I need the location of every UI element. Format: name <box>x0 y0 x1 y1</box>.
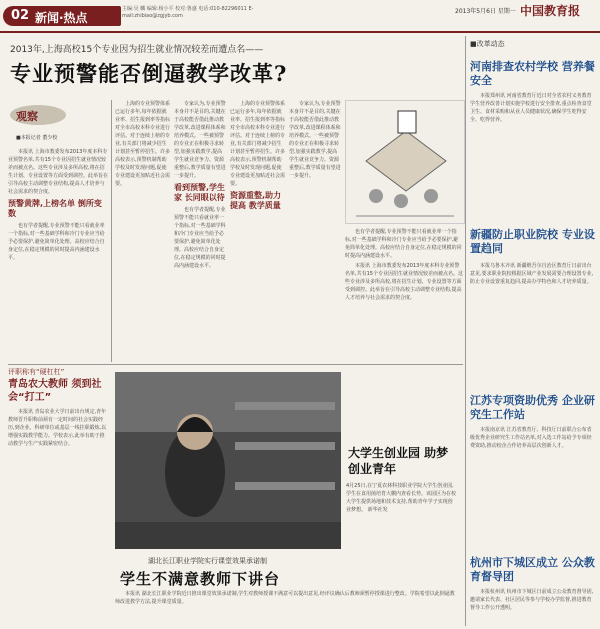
lead-kicker: 2013年,上海高校15个专业因为招生就业情况较差而遭点名—— <box>10 45 264 55</box>
observe-label: 观察 <box>16 110 38 123</box>
lead-col4-text: 上海的专业预警体系已运行多年,每年依据就业率、招生报到率等指标对全市高校本科专业进行评估。对于连续上榜的专业,有关部门将减少招生计划甚至暂停招生。许多高校表示,预警机制帮助学校及时发现问题,促使专业建设更加贴近社会需要。 <box>230 101 285 187</box>
rc-item-1-body <box>470 92 595 220</box>
section-tag <box>3 6 121 26</box>
left-story-body <box>8 408 108 624</box>
bottom-story-body <box>115 590 455 626</box>
left-story-text: 本报讯 青岛农业大学日前出台规定,青年教师晋升职称前须有一定时间的社会实践经历,到企业、科研单位或基层一线挂职锻炼,以增强实践教学能力。学校表示,此举有助于推动教学与生产实践紧密结合。 <box>8 409 107 447</box>
lead-col3-text-b: 也有学者提醒,专业预警不能只看就业率一个指标,对一些基础学科和冷门专业应当给予必要保护,避免简单化处理。高校应结合自身定位,在稳定规模的同时提高内涵建设水平。 <box>174 207 226 269</box>
masthead-rule <box>0 31 600 33</box>
lead-headline: 专业预警能否倒逼教学改革? <box>10 61 288 86</box>
section-number: 02 <box>11 8 30 23</box>
bottom-story-text: 本报讯 湖北长江职业学院近日推出课堂效果承诺制,学生对教师授课不满意可以提出意见,经评议确认后教师须暂停授课进行整改。学院希望以此倒逼教师改进教学方法,提升课堂质量。 <box>115 591 455 605</box>
rc-item-4-text: 本报杭州讯 杭州市下城区日前成立公众教育督导团,邀请家长代表、社区居民等参与学校办学监督,推进教育督导工作公开透明。 <box>470 589 594 611</box>
rc-item-3-body <box>470 426 595 546</box>
lead-subhead-2: 看到预警,学生家 长同眼以待 <box>174 183 226 202</box>
left-headline: 青岛农大教师 须到社会“打工” <box>8 379 102 403</box>
rc-item-3-title: 江苏专项资助优秀 企业研究生工作站 <box>470 394 595 421</box>
issue-date: 2013年5月6日 星期一 <box>455 8 516 15</box>
left-kicker: 评职称有“硬杠杠” <box>8 368 65 376</box>
newspaper-logo: 中国教育报 <box>520 4 581 18</box>
lead-column-1 <box>8 148 108 363</box>
lead-column-4 <box>230 100 285 362</box>
observe-box <box>8 100 108 144</box>
bottom-kicker: 湖北长江职业学院实行课堂效果承诺制 <box>148 557 267 565</box>
lead-column-6 <box>345 228 463 362</box>
rc-item-2-title: 新疆防止职业院校 专业设置趋同 <box>470 228 595 255</box>
lead-subhead-1: 预警黄牌,上榜名单 倒所变数 <box>8 199 102 218</box>
photo-image <box>115 372 341 549</box>
lead-byline: ■本报记者 董少校 <box>16 135 58 141</box>
lead-subhead-3: 资源重整,助力提高 教学质量 <box>230 191 282 210</box>
rc-item-1-text: 本报郑州讯 河南省教育厅近日对全省农村义务教育学生营养改善计划实施学校进行安全排查,重点检查食堂卫生、食材采购和从业人员健康状况,确保学生吃得安全、吃得营养。 <box>470 93 592 123</box>
photo-caption-text: 4月25日,在宁夏农林科技职业学院大学生创业园,学生在食用菌培育大棚内查看长势。该园区为在校大学生提供场地和技术支持,帮助青年学子实现创业梦想。 <box>346 483 457 513</box>
rc-item-2-body <box>470 262 595 372</box>
feature-photo <box>115 372 341 549</box>
section-divider <box>8 364 463 365</box>
rc-item-4-body <box>470 588 595 626</box>
editor-credits: 主编:吴 麟 编辑:杨小平 校对:鲁盛 电话:010-82296011 E-mail:zhibiao@zgjyb.com <box>122 6 254 19</box>
right-column-divider <box>465 36 466 626</box>
photo-caption <box>346 482 456 514</box>
cartoon-illustration <box>345 100 465 224</box>
bottom-headline: 学生不满意教师下讲台 <box>120 570 281 588</box>
lead-column-5 <box>289 100 341 362</box>
lead-col2-text: 上海的专业预警体系已运行多年,每年依据就业率、招生报到率等指标对全市高校本科专业进行评估。对于连续上榜的专业,有关部门将减少招生计划甚至暂停招生。许多高校表示,预警机制帮助学校及时发现问题,促使专业建设更加贴近社会需要。 <box>115 101 170 187</box>
lead-col3-text: 专家认为,专业预警本身并不是目的,关键在于高校能否借此推动教学改革,改进课程体系和培养模式。一些被预警的专业正在积极寻求转型,加强实践教学,提高学生就业竞争力。资源重整后,教学质量有望进一步提升。 <box>174 101 226 179</box>
rc-item-4-title: 杭州市下城区成立 公众教育督导团 <box>470 556 595 583</box>
section-name: 新闻·热点 <box>35 11 88 25</box>
lead-col1-text: 本报讯 上海市教委发布2013年度本科专业预警名单,共有15个专业因招生就业情况较差而被点名。这些专业涉及多所高校,将在招生计划、专业设置等方面受到调控。此举旨在引导高校主动调整专业结构,提高人才培养与社会需求的契合度。 <box>8 149 108 195</box>
lead-column-2 <box>115 100 170 362</box>
rc-item-2-text: 本报乌鲁木齐讯 新疆维吾尔自治区教育厅日前出台意见,要求职业院校根据区域产业发展需要合理设置专业,防止专业设置重复趋同,提高办学特色和人才培养质量。 <box>470 263 594 285</box>
lead-col5-text: 专家认为,专业预警本身并不是目的,关键在于高校能否借此推动教学改革,改进课程体系和培养模式。一些被预警的专业正在积极寻求转型,加强实践教学,提高学生就业竞争力。资源重整后,教学质量有望进一步提升。 <box>289 101 341 179</box>
lead-col1-text-b: 也有学者提醒,专业预警不能只看就业率一个指标,对一些基础学科和冷门专业应当给予必要保护,避免简单化处理。高校应结合自身定位,在稳定规模的同时提高内涵建设水平。 <box>8 223 105 261</box>
column-divider <box>111 100 112 362</box>
photo-credit: 新华社发 <box>367 507 388 513</box>
photo-feature-title: 大学生创业园 助梦创业青年 <box>348 446 449 476</box>
rc-item-1-title: 河南排查农村学校 营养餐安全 <box>470 60 595 87</box>
rc-item-3-text: 本报南京讯 江苏省教育厅、科技厅日前联合公布省级优秀企业研究生工作站名单,对入选工作站给予专项经费资助,推动校企合作培养高层次创新人才。 <box>470 427 592 449</box>
lead-col6-text: 也有学者提醒,专业预警不能只看就业率一个指标,对一些基础学科和冷门专业应当给予必要保护,避免简单化处理。高校应结合自身定位,在稳定规模的同时提高内涵建设水平。 <box>345 229 462 259</box>
right-column-header: ■改革动态 <box>470 40 505 48</box>
lead-column-3 <box>174 100 226 362</box>
masthead <box>0 0 600 34</box>
cartoon-drawing <box>346 101 464 223</box>
lead-col6-text-b: 本报讯 上海市教委发布2013年度本科专业预警名单,共有15个专业因招生就业情况较差而被点名。这些专业涉及多所高校,将在招生计划、专业设置等方面受到调控。此举旨在引导高校主动调整专业结构,提高人才培养与社会需求的契合度。 <box>345 263 463 301</box>
